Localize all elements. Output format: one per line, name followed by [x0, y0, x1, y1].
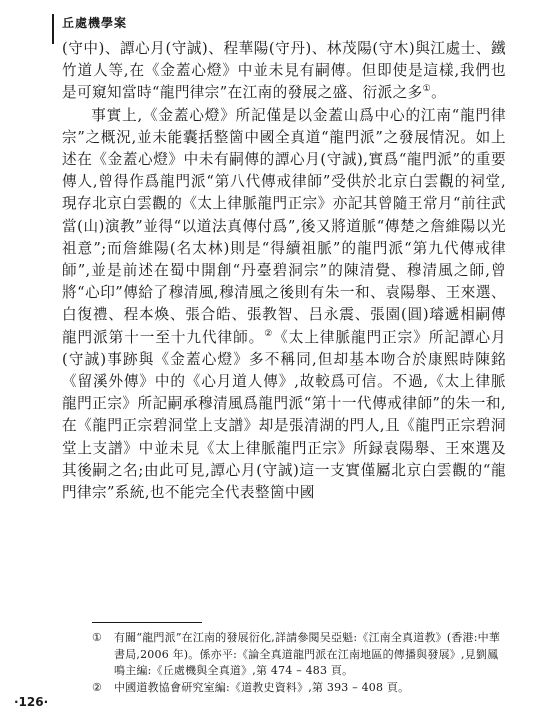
footnote-divider — [92, 622, 202, 623]
footnote-2-mark: ② — [92, 680, 103, 694]
paragraph-1 — [62, 38, 506, 105]
paragraph-1-text: (守中)、譚心月(守誠)、程華陽(守丹)、林茂陽(守木)與江處士、鐵竹道人等,在《金蓋心燈》中並未見有嗣傳。但即使是這樣,我們也是可窺知當時“龍門律宗”在江南的發展之盛、衍派之多 — [62, 40, 506, 102]
footnote-1-text: 有關“龍門派”在江南的發展衍化,詳請參閱吴亞魁:《江南全真道教》(香港:中華書局,2006 年)。係亦平:《論全真道龍門派在江南地區的傳播與發展》,見劉鳳鳴主編:《丘處機與全真道》,第 474 – 483 頁。 — [114, 631, 501, 677]
page-number: ·126· — [14, 695, 49, 709]
paragraph-2-text: 事實上,《金蓋心燈》所記僅是以金蓋山爲中心的江南“龍門律宗”之概況,並未能囊括整箇中國全真道“龍門派”之發展情況。如上述在《金蓋心燈》中未有嗣傳的譚心月(守誠),實爲“龍門派”的重要傳人,曾得作爲龍門派“第八代傳戒律師”受供於北京白雲觀的祠堂,現存北京白雲觀的《太上律脈龍門正宗》亦記其曾隨王常月“前往武當(山)演教”並得“以道法真傳付爲”,後又將道脈“傳楚之詹維陽以光祖意”;而詹維陽(名太林)則是“得續祖脈”的龍門派“第九代傳戒律師”,並是前述在蜀中開創“丹臺碧洞宗”的陳清覺、穆清風之師,曾將“心印”傳給了穆清風,穆清風之後則有朱一和、袁陽舉、王來選、白復禮、程本煥、張合皓、張教智、吕永震、張園(圓)璿遞相嗣傳龍門派第十一至十九代律師。 — [62, 106, 506, 346]
paragraph-1-end: 。 — [431, 84, 447, 102]
body-text — [62, 38, 506, 504]
corner-mark — [52, 14, 54, 44]
running-head: 丘處機學案 — [62, 16, 128, 30]
footnotes — [92, 630, 506, 696]
footnote-ref-2[interactable]: ② — [264, 328, 274, 339]
footnote-2 — [92, 680, 506, 697]
footnote-1-mark: ① — [92, 631, 103, 644]
footnote-1 — [92, 630, 506, 680]
footnote-ref-1[interactable]: ① — [422, 84, 432, 95]
paragraph-2-end: 《太上律脈龍門正宗》所記譚心月(守誠)事跡與《金蓋心燈》多不稱同,但却基本吻合於康熙時陳銘《留溪外傳》中的《心月道人傳》,故較爲可信。不過,《太上律脈龍門正宗》所記嗣承穆清風爲龍門派“第十一代傳戒律師”的朱一和,在《龍門正宗碧洞堂上支譜》却是張清湖的門人,且《龍門正宗碧洞堂上支譜》中並未見《太上律脈龍門正宗》所録袁陽舉、王來選及其後嗣之名;由此可見,譚心月(守誠)這一支實僅屬北京白雲觀的“龍門律宗”系統,也不能完全代表整箇中國 — [62, 328, 507, 502]
paragraph-2 — [62, 105, 506, 505]
footnote-2-text: 中國道教協會研究室編:《道教史資料》,第 393 – 408 頁。 — [114, 680, 410, 694]
